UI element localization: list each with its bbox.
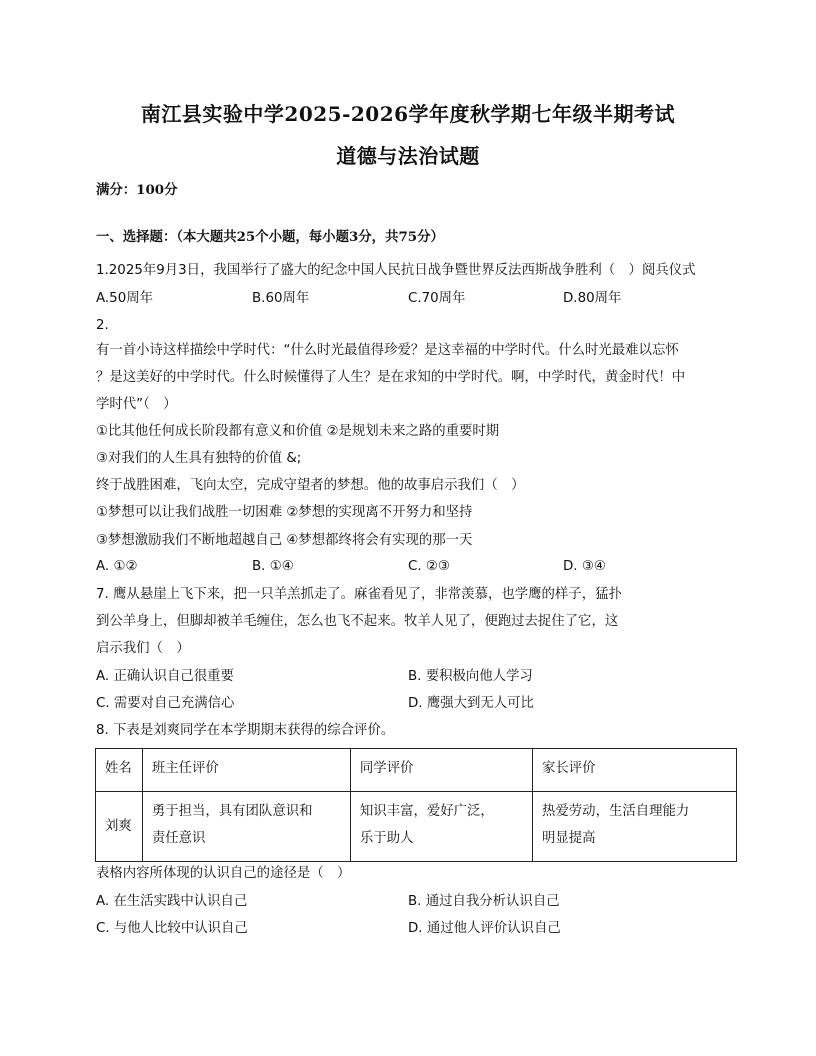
cell-teacher-eval [142, 792, 350, 862]
q2-line: ③对我们的人生具有独特的价值 &; [96, 451, 302, 466]
q2-option-b: B. ①④ [252, 559, 294, 574]
total-score: 满分：100分 [96, 182, 178, 198]
q2-line: ③梦想激励我们不断地超越自己 ④梦想都终将会有实现的那一天 [96, 533, 473, 548]
cell-line: 热爱劳动，生活自理能力 [542, 804, 690, 819]
cell-student-name: 刘爽 [96, 792, 143, 862]
header-cell-classmates: 同学评价 [350, 749, 532, 792]
exam-subtitle: 道德与法治试题 [336, 144, 480, 168]
cell-line: 责任意识 [151, 831, 206, 846]
q1-option-c: C.70周年 [408, 291, 466, 306]
q8-option-a: A. 在生活实践中认识自己 [96, 894, 248, 909]
q1-option-a: A.50周年 [96, 291, 154, 306]
q1-option-d: D.80周年 [563, 291, 622, 306]
q7-option-b: B. 要积极向他人学习 [408, 669, 533, 684]
table-row [96, 792, 737, 862]
q8-option-c: C. 与他人比较中认识自己 [96, 921, 248, 936]
q2-line: 终于战胜困难，飞向太空，完成守望者的梦想。他的故事启示我们（ ） [96, 478, 525, 493]
q8-option-d: D. 通过他人评价认识自己 [408, 921, 561, 936]
evaluation-table [95, 748, 737, 862]
q2-option-d: D. ③④ [563, 559, 606, 574]
q1-stem: 1.2025年9月3日，我国举行了盛大的纪念中国人民抗日战争暨世界反法西斯战争胜利（ ）阅兵仪式 [96, 263, 696, 278]
q2-line: 有一首小诗这样描绘中学时代：“什么时光最值得珍爱？是这幸福的中学时代。什么时光最难以忘怀 [96, 343, 679, 358]
cell-line: 知识丰富，爱好广泛， [359, 804, 494, 819]
header-cell-name: 姓名 [96, 749, 143, 792]
cell-line: 乐于助人 [359, 831, 414, 846]
header-cell-teacher: 班主任评价 [142, 749, 350, 792]
q8-question: 表格内容所体现的认识自己的途径是（ ） [96, 866, 351, 881]
q2-line: ①梦想可以让我们战胜一切困难 ②梦想的实现离不开努力和坚持 [96, 505, 473, 520]
q7-line: 启示我们（ ） [96, 641, 190, 656]
q7-option-c: C. 需要对自己充满信心 [96, 696, 235, 711]
q2-number: 2. [96, 318, 109, 333]
q7-line: 7. 鹰从悬崖上飞下来，把一只羊羔抓走了。麻雀看见了，非常羡慕，也学鹰的样子，猛扑 [96, 587, 622, 602]
q2-line: ①比其他任何成长阶段都有意义和价值 ②是规划未来之路的重要时期 [96, 424, 500, 439]
cell-classmates-eval [350, 792, 532, 862]
q8-stem: 8. 下表是刘爽同学在本学期期末获得的综合评价。 [96, 723, 395, 738]
table-header-row [96, 749, 737, 792]
section-heading: 一、选择题：（本大题共25个小题，每小题3分，共75分） [96, 229, 444, 245]
q2-option-a: A. ①② [96, 559, 138, 574]
exam-title: 南江县实验中学2025-2026学年度秋学期七年级半期考试 [140, 102, 676, 126]
cell-line: 明显提高 [542, 831, 596, 846]
q7-line: 到公羊身上，但脚却被羊毛缠住，怎么也飞不起来。牧羊人见了，便跑过去捉住了它，这 [96, 614, 619, 629]
header-cell-parents: 家长评价 [533, 749, 737, 792]
q8-option-b: B. 通过自我分析认识自己 [408, 894, 560, 909]
cell-parents-eval [533, 792, 737, 862]
q2-line: 学时代”（ ） [96, 397, 177, 412]
q7-option-d: D. 鹰强大到无人可比 [408, 696, 534, 711]
q2-option-c: C. ②③ [408, 559, 450, 574]
q1-option-b: B.60周年 [252, 291, 310, 306]
q2-line: ？是这美好的中学时代。什么时候懂得了人生？是在求知的中学时代。啊，中学时代，黄金时代！中 [96, 370, 686, 385]
q7-option-a: A. 正确认识自己很重要 [96, 669, 234, 684]
cell-line: 勇于担当，具有团队意识和 [151, 804, 313, 819]
